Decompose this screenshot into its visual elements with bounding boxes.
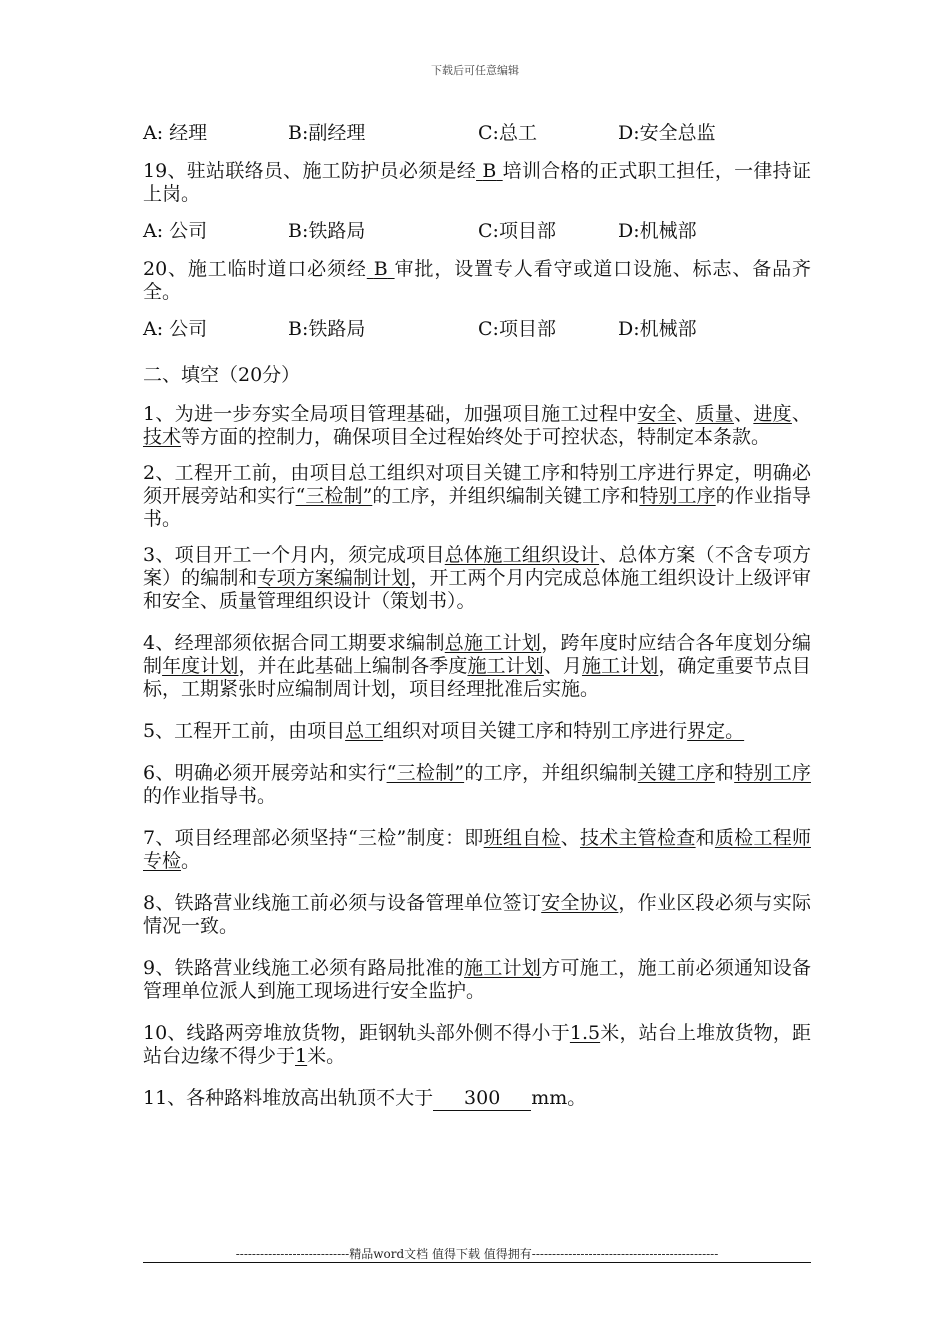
document-body — [143, 108, 811, 1130]
fill-item-7: 7、项目经理部必须坚持“三检”制度：即班组自检、技术主管检查和质检工程师专检。 — [143, 827, 811, 872]
fill-item-10: 10、线路两旁堆放货物，距钢轨头部外侧不得小于1.5米，站台上堆放货物，距站台边缘不得少于1米。 — [143, 1022, 811, 1067]
fill-item-3: 3、项目开工一个月内，须完成项目总体施工组织设计、总体方案（不含专项方案）的编制和专项方案编制计划，开工两个月内完成总体施工组织设计上级评审和安全、质量管理组织设计（策划书）。 — [143, 544, 811, 612]
footer-divider — [143, 1262, 811, 1263]
option-a: A: 公司 — [143, 318, 208, 340]
page-footer: ----------------------------精品word文档 值得下载 值得拥有---------------------------------------------- — [235, 1247, 719, 1261]
fill-item-6: 6、明确必须开展旁站和实行“三检制”的工序，并组织编制关键工序和特别工序的作业指导书。 — [143, 762, 811, 807]
option-c: C:总工 — [478, 122, 537, 144]
option-a: A: 经理 — [143, 122, 208, 144]
fill-item-11: 11、各种路料堆放高出轨顶不大于 300 mm。 — [143, 1087, 587, 1109]
answer-blank: B — [373, 258, 388, 280]
fill-item-1: 1、为进一步夯实全局项目管理基础，加强项目施工过程中安全、质量、进度、技术等方面的控制力，确保项目全过程始终处于可控状态，特制定本条款。 — [143, 403, 811, 448]
option-b: B:铁路局 — [288, 318, 366, 340]
fill-item-5: 5、工程开工前，由项目总工组织对项目关键工序和特别工序进行界定。 — [143, 720, 745, 742]
option-d: D:机械部 — [618, 318, 697, 340]
question-20: 20、施工临时道口必须经 B 审批，设置专人看守或道口设施、标志、备品齐全。 — [143, 258, 811, 303]
section-title: 二、填空（20分） — [143, 364, 301, 386]
option-a: A: 公司 — [143, 220, 208, 242]
page-header: 下载后可任意编辑 — [431, 64, 519, 77]
fill-item-8: 8、铁路营业线施工前必须与设备管理单位签订安全协议，作业区段必须与实际情况一致。 — [143, 892, 811, 937]
option-d: D:机械部 — [618, 220, 697, 242]
question-19: 19、驻站联络员、施工防护员必须是经 B 培训合格的正式职工担任，一律持证上岗。 — [143, 160, 811, 205]
option-d: D:安全总监 — [618, 122, 716, 144]
fill-item-9: 9、铁路营业线施工必须有路局批准的施工计划方可施工，施工前必须通知设备管理单位派人到施工现场进行安全监护。 — [143, 957, 811, 1002]
option-b: B:副经理 — [288, 122, 366, 144]
option-c: C:项目部 — [478, 220, 556, 242]
q18-options — [143, 122, 811, 146]
q19-options — [143, 220, 811, 244]
fill-item-2: 2、工程开工前，由项目总工组织对项目关键工序和特别工序进行界定，明确必须开展旁站和实行“三检制”的工序，并组织编制关键工序和特别工序的作业指导书。 — [143, 462, 811, 530]
fill-item-4: 4、经理部须依据合同工期要求编制总施工计划，跨年度时应结合各年度划分编制年度计划，并在此基础上编制各季度施工计划、月施工计划，确定重要节点目标，工期紧张时应编制周计划，项目经理批准后实施。 — [143, 632, 811, 700]
answer-blank: 300 — [433, 1087, 531, 1111]
option-c: C:项目部 — [478, 318, 556, 340]
q20-options — [143, 318, 811, 342]
answer-blank: B — [482, 160, 497, 182]
option-b: B:铁路局 — [288, 220, 366, 242]
